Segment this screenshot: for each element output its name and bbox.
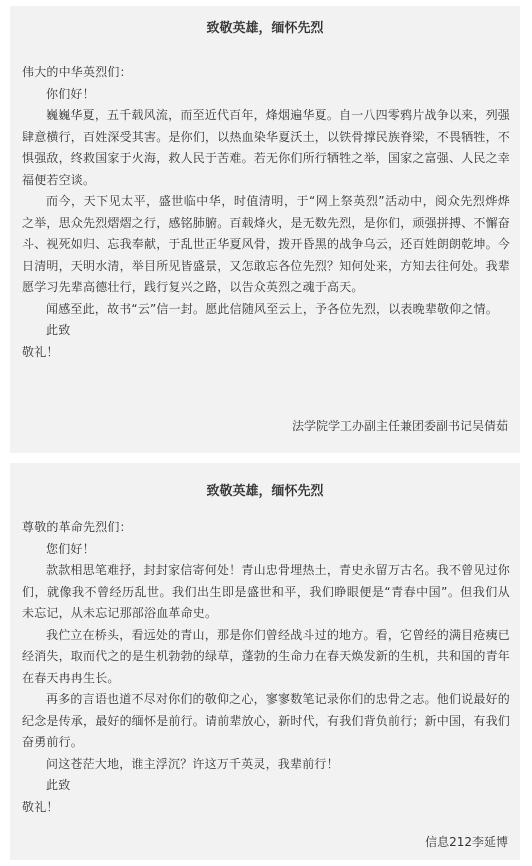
letter-body	[22, 517, 510, 818]
signature: 信息212李延博	[425, 835, 508, 849]
letter-title: 致敬英雄，缅怀先烈	[206, 21, 324, 36]
greeting: 您们好！	[46, 541, 95, 556]
signature: 法学院学工办副主任兼团委副书记吴倩茹	[291, 419, 508, 433]
letter-body	[22, 62, 510, 363]
greeting: 你们好！	[46, 86, 95, 101]
paragraph: 再多的言语也道不尽对你们的敬仰之心，寥寥数笔记录你们的忠骨之志。他们说最好的纪念是传承，最好的缅怀是前行。请前辈放心，新时代，有我们背负前行；新中国，有我们奋勇前行。	[22, 692, 511, 749]
paragraph: 问这苍茫大地，谁主浮沉？许这万千英灵，我辈前行！	[46, 756, 339, 771]
regards: 敬礼！	[22, 799, 59, 814]
paragraph: 闻感至此，故书“云”信一封。愿此信随风至云上，予各位先烈，以表晚辈敬仰之情。	[46, 301, 499, 316]
salutation: 尊敬的革命先烈们：	[22, 520, 132, 534]
closing: 此致	[46, 323, 71, 337]
closing: 此致	[46, 778, 71, 792]
paragraph: 我伫立在桥头，看远处的青山，那是你们曾经战斗过的地方。看，它曾经的满目疮痍已经消失，取而代之的是生机勃勃的绿草，蓬勃的生命力在春天焕发新的生机，共和国的青年在春天冉冉生长。	[22, 627, 511, 685]
regards: 敬礼！	[22, 344, 59, 359]
letter-card-1	[10, 6, 520, 453]
salutation: 伟大的中华英烈们：	[22, 65, 132, 79]
paragraph: 款款相思笔难抒，封封家信寄何处！青山忠骨埋热土，青史永留万古名。我不曾见过你们，就像我不曾经历乱世。我们出生即是盛世和平，我们睁眼便是“青春中国”。但我们从未忘记，从未忘记那部浴血革命史。	[22, 563, 510, 620]
paragraph: 巍巍华夏，五千载风流，而至近代百年，烽烟遍华夏。自一八四零鸦片战争以来，列强肆意横行，百姓深受其害。是你们，以热血染华夏沃土，以铁骨撑民族脊梁，不畏牺牲，不惧强敌，终救国家于火海，救人民于苦难。若无你们所行牺牲之举，国家之富强、人民之幸福便若空谈。	[22, 108, 511, 187]
letter-card-2	[10, 463, 520, 860]
letter-title: 致敬英雄，缅怀先烈	[206, 484, 324, 499]
paragraph: 而今，天下见太平，盛世临中华，时值清明，于“网上祭英烈”活动中，阅众先烈烨烨之举，思众先烈熠熠之行，感铭肺腑。百载烽火，是无数先烈，是你们，顽强拼搏、不懈奋斗、视死如归、忘我奉献，于乱世正华夏风骨，拨开昏黑的战争乌云，还百姓朗朗乾坤。今日清明，天明水清，举目所见皆盛景，又怎敢忘各位先烈？知何处来，方知去往何处。我辈愿学习先辈高德壮行，践行复兴之路，以告众英烈之魂于高天。	[22, 194, 511, 294]
